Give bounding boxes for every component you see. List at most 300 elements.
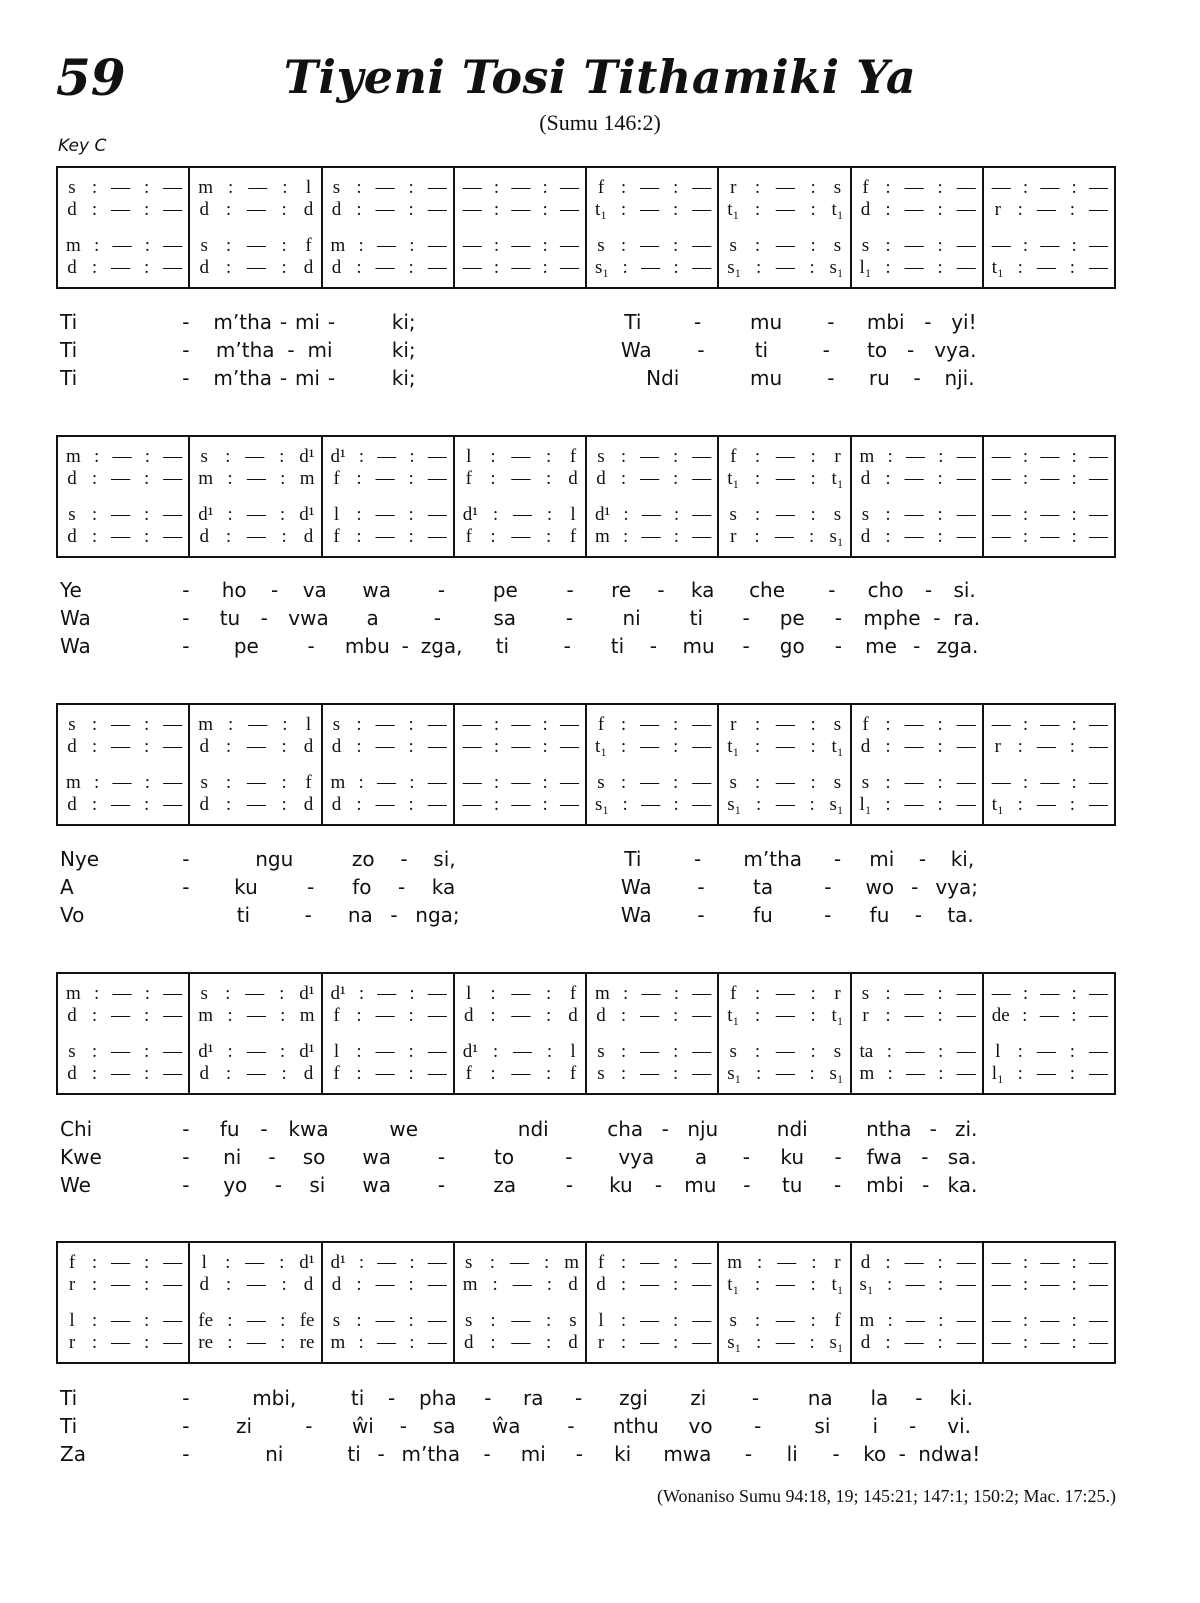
note-line: t₁ : — : t₁ [727,199,844,220]
note-line: ta : — : — [859,1041,976,1062]
note-line: s : — : — [861,772,976,793]
note-line: l : — : f [466,446,577,467]
lyric-syllable: wa [362,1173,392,1197]
lyric-syllable: A [60,875,74,899]
measure [852,168,984,287]
measure [852,974,984,1093]
note-line: f : — : — [597,714,712,735]
note-line: m : — : — [330,1332,447,1353]
lyric-syllable: ndi [517,1117,549,1141]
note-line: s : — : m [465,1252,579,1273]
lyric-syllable: - [834,1173,842,1197]
lyric-syllable: wa [362,578,392,602]
lyric-syllable: - [824,903,832,927]
measure [323,437,455,556]
lyric-syllable: nju [687,1117,719,1141]
lyric-syllable: - [182,578,190,602]
lyric-syllable: - [268,1145,276,1169]
note-line: t₁ : — : t₁ [727,1274,844,1295]
lyric-syllable: fwa [866,1145,902,1169]
lyric-syllable: - [914,903,922,927]
lyric-syllable: ndwa! [918,1442,981,1466]
note-line: d : — : d [199,257,314,278]
lyric-syllable: - [182,634,190,658]
note-line: — : — : — [991,1274,1108,1295]
measure [190,705,322,824]
note-line: d : — : — [67,1063,183,1084]
verse-line [56,634,1116,662]
note-line: — : — : — [991,446,1108,467]
lyric-syllable: cha [607,1117,644,1141]
note-line: — : — : — [991,1310,1108,1331]
lyric-syllable: - [327,310,336,334]
measure [719,974,851,1093]
lyric-syllable: ti [754,338,769,362]
lyric-syllable: mbu [344,634,390,658]
lyric-syllable: sa [493,606,517,630]
measure [190,168,322,287]
lyric-syllable: ki. [949,1386,973,1410]
measure [455,1243,587,1362]
note-line: m : — : d [462,1274,578,1295]
note-line: s₁ : — : — [595,257,712,278]
verse-line [56,1145,1116,1173]
note-line: — : — : — [991,504,1108,525]
note-line: f : — : — [862,177,976,198]
lyric-syllable: kwa [288,1117,329,1141]
measure [455,705,587,824]
verse-line [56,1173,1116,1201]
lyric-syllable: - [565,1173,574,1197]
lyric-syllable: - [433,606,441,630]
lyric-syllable: - [834,1145,842,1169]
note-line: s : — : — [861,235,976,256]
lyric-syllable: za [493,1173,517,1197]
note-line: l : — : — [995,1041,1108,1062]
lyric-syllable: ku [609,1173,633,1197]
lyric-syllable: tu [781,1173,803,1197]
measure [190,974,322,1093]
lyric-syllable: ti [347,1442,361,1466]
note-line: t₁ : — : — [595,199,712,220]
lyric-syllable: cho [867,578,904,602]
note-line: d¹ : — : — [330,446,447,467]
lyric-syllable: la [870,1386,889,1410]
lyric-syllable: - [260,1117,268,1141]
lyric-syllable: - [921,1145,929,1169]
note-line: r : — : s [730,714,842,735]
lyric-syllable: - [915,1386,923,1410]
lyric-syllable: - [742,606,750,630]
measure [58,974,190,1093]
note-line: de : — : — [991,1005,1108,1026]
lyric-syllable: zga. [936,634,979,658]
note-line: m : — : — [330,235,447,256]
note-line: d¹ : — : d¹ [198,1041,315,1062]
lyric-syllable: Ti [60,1414,78,1438]
lyric-syllable: - [742,634,750,658]
verse-line [56,903,1116,931]
note-line: f : — : — [597,177,712,198]
lyric-syllable: - [307,634,315,658]
note-line: d¹ : — : d¹ [198,504,315,525]
lyrics-block-4 [56,1117,1116,1207]
lyric-syllable: ni [265,1442,284,1466]
lyric-syllable: pha [418,1386,457,1410]
verse-line [56,1442,1116,1470]
lyric-syllable: - [377,1442,385,1466]
lyric-syllable: sa [432,1414,456,1438]
lyric-syllable: vo [688,1414,713,1438]
lyric-syllable: pe [779,606,805,630]
note-line: s₁ : — : s₁ [727,1063,844,1084]
note-line: s : — : — [861,983,976,1004]
note-line: r : — : — [597,1332,712,1353]
note-line: d : — : d [199,736,314,757]
lyric-syllable: - [657,578,665,602]
note-line: d : — : d [199,199,314,220]
note-line: f : — : r [730,983,841,1004]
lyric-syllable: - [822,338,830,362]
lyric-syllable: mi [520,1442,546,1466]
lyric-syllable: fu [219,1117,240,1141]
measure [323,1243,455,1362]
hymn-number: 59 [56,48,126,107]
measure [587,1243,719,1362]
lyric-syllable: na [807,1386,833,1410]
measure [852,705,984,824]
measure [323,168,455,287]
lyric-syllable: - [697,903,705,927]
note-line: — : — : — [462,199,579,220]
lyric-syllable: mu [682,634,715,658]
note-line: — : — : — [462,794,579,815]
lyric-syllable: - [827,366,835,390]
measure [852,437,984,556]
lyric-syllable: - [827,310,835,334]
note-line: m : — : — [859,1063,976,1084]
note-line: — : — : — [462,235,579,256]
note-line: s : — : f [729,1310,841,1331]
lyric-syllable: ko [863,1442,887,1466]
note-line: t₁ : — : t₁ [727,1005,844,1026]
lyric-syllable: - [828,578,836,602]
note-line: l : — : — [333,1041,447,1062]
lyric-syllable: - [182,1414,190,1438]
note-line: d¹ : — : l [462,1041,576,1062]
lyric-syllable: - [744,1442,753,1466]
measure [587,705,719,824]
notation-system-5 [56,1241,1116,1364]
note-line: m : — : l [198,714,312,735]
lyric-syllable: ŵi [351,1414,374,1438]
note-line: fe : — : fe [198,1310,315,1331]
note-line: d¹ : — : l [462,504,576,525]
lyric-syllable: mi [869,847,895,871]
lyric-syllable: vya; [935,875,978,899]
note-line: d : — : d [199,794,314,815]
lyric-syllable: a [366,606,379,630]
lyric-syllable: ngu [255,847,294,871]
note-line: m : — : — [66,983,183,1004]
lyric-syllable: - [654,1173,663,1197]
lyric-syllable: Ti [624,310,642,334]
lyric-syllable: - [279,310,288,334]
note-line: f : — : — [68,1252,183,1273]
measure [852,1243,984,1362]
lyric-syllable: m’tha [213,366,273,390]
lyric-syllable: - [742,1145,750,1169]
lyric-syllable: - [437,1173,446,1197]
note-line: s : — : — [332,714,447,735]
lyric-syllable: - [565,1145,573,1169]
measure [455,974,587,1093]
note-line: s : — : s [465,1310,577,1331]
lyric-syllable: yo [223,1173,248,1197]
note-line: f : — : — [333,1063,447,1084]
note-line: d : — : — [67,794,183,815]
note-line: r : — : — [994,736,1108,757]
lyric-syllable: sa. [947,1145,977,1169]
note-line: s₁ : — : s₁ [727,794,844,815]
lyric-syllable: pe [492,578,518,602]
note-line: l₁ : — : — [859,257,976,278]
note-line: d : — : — [331,736,447,757]
measure [984,974,1114,1093]
lyric-syllable: - [279,366,288,390]
measure [58,168,190,287]
note-line: s : — : — [332,1310,447,1331]
lyric-syllable: - [697,338,705,362]
note-line: d : — : — [67,199,183,220]
lyric-syllable: vya. [934,338,977,362]
note-line: s : — : s [729,1041,842,1062]
note-line: s : — : — [861,504,976,525]
note-line: s : — : d¹ [200,446,315,467]
lyric-syllable: - [398,875,406,899]
note-line: m : — : — [595,526,712,547]
lyric-syllable: Ye [60,578,82,602]
lyric-syllable: ho [221,578,247,602]
note-line: d : — : — [860,1252,976,1273]
note-line: f : — : — [333,1005,447,1026]
lyric-syllable: - [399,1414,407,1438]
lyric-syllable: - [182,1117,190,1141]
note-line: d¹ : — : — [330,983,447,1004]
measure [58,1243,190,1362]
lyric-syllable: - [751,1386,760,1410]
lyric-syllable: si [309,1173,326,1197]
hymn-title: Tiyeni Tosi Tithamiki Ya [283,50,917,104]
lyric-syllable: ku [234,875,258,899]
lyric-syllable: pe [233,634,259,658]
lyric-syllable: - [182,1173,190,1197]
note-line: d¹ : — : — [595,504,712,525]
lyric-syllable: - [649,634,657,658]
lyric-syllable: - [401,634,409,658]
measure [190,437,322,556]
verse-line [56,606,1116,634]
lyric-syllable: Ti [60,366,78,390]
lyric-syllable: - [182,310,190,334]
note-line: s : — : d¹ [200,983,315,1004]
lyric-syllable: - [437,1145,446,1169]
lyric-syllable: - [824,875,832,899]
note-line: — : — : — [991,526,1108,547]
lyric-syllable: vi. [947,1414,971,1438]
lyric-syllable: m’tha [213,310,273,334]
lyric-syllable: mi [307,338,333,362]
lyric-syllable: - [304,903,312,927]
lyric-syllable: mu [750,310,783,334]
note-line: d : — : — [860,736,976,757]
lyric-syllable: me [865,634,897,658]
lyric-syllable: Nye [60,847,100,871]
note-line: d : — : d [464,1005,578,1026]
lyric-syllable: fo [352,875,372,899]
lyric-syllable: Ti [60,338,78,362]
lyric-syllable: - [743,1173,751,1197]
note-line: d¹ : — : — [330,1252,447,1273]
lyric-syllable: - [913,366,921,390]
lyric-syllable: re [611,578,632,602]
lyric-syllable: m’tha [401,1442,461,1466]
lyric-syllable: mi [294,366,320,390]
note-line: r : — : — [994,199,1108,220]
note-line: f : — : r [730,446,841,467]
lyric-syllable: m’tha [215,338,275,362]
note-line: s : — : — [597,235,712,256]
lyric-syllable: ta [753,875,774,899]
lyric-syllable: mi [294,310,320,334]
verse-line [56,847,1116,875]
note-line: t₁ : — : — [991,794,1108,815]
lyric-syllable: - [390,903,398,927]
measure [719,168,851,287]
note-line: s : — : — [68,504,183,525]
lyric-syllable: wo [865,875,895,899]
lyric-syllable: - [182,366,190,390]
note-line: d : — : — [67,526,183,547]
note-line: — : — : — [991,1332,1108,1353]
lyric-syllable: si [814,1414,831,1438]
measure [190,1243,322,1362]
lyric-syllable: vya [618,1145,655,1169]
note-line: s : — : — [597,1063,712,1084]
lyric-syllable: ka. [947,1173,978,1197]
lyric-syllable: - [834,634,842,658]
note-line: d : — : — [331,794,447,815]
lyric-syllable: ti [236,903,251,927]
lyric-syllable: ki [614,1442,632,1466]
note-line: s₁ : — : s₁ [727,1332,844,1353]
lyric-syllable: - [307,875,315,899]
note-line: s : — : — [597,772,712,793]
measure [455,437,587,556]
lyric-syllable: - [661,1117,669,1141]
lyric-syllable: nga; [415,903,460,927]
lyric-syllable: - [575,1442,583,1466]
verse-line [56,1386,1116,1414]
note-line: d : — : — [67,468,183,489]
note-line: d : — : — [67,736,183,757]
lyric-syllable: wa [362,1145,392,1169]
lyric-syllable: - [907,338,915,362]
verse-line [56,578,1116,606]
lyric-syllable: i [872,1414,879,1438]
measure [719,705,851,824]
note-line: s : — : s [729,772,842,793]
lyric-syllable: - [933,606,941,630]
note-line: f : — : d [465,468,578,489]
note-line: f : — : — [333,468,447,489]
note-line: t₁ : — : t₁ [727,468,844,489]
lyric-syllable: - [565,606,574,630]
lyric-syllable: ti [610,634,625,658]
note-line: — : — : — [991,1252,1108,1273]
notation-system-1 [56,166,1116,289]
note-line: d : — : — [596,1005,712,1026]
measure [587,974,719,1093]
lyric-syllable: - [924,578,933,602]
lyric-syllable: - [182,875,190,899]
note-line: s : — : s [729,235,842,256]
note-line: r : — : — [68,1274,183,1295]
note-line: f : — : f [465,1063,577,1084]
lyric-syllable: Chi [60,1117,93,1141]
lyric-syllable: li [786,1442,798,1466]
lyric-syllable: - [182,606,190,630]
lyric-syllable: - [833,847,842,871]
lyric-syllable: ki; [391,310,416,334]
note-line: l : — : — [598,1310,712,1331]
lyric-syllable: ka [431,875,456,899]
verse-line [56,366,1116,394]
lyric-syllable: Wa [620,338,652,362]
lyric-syllable: so [302,1145,326,1169]
lyric-syllable: yi! [951,310,977,334]
note-line: d : — : — [331,1274,447,1295]
lyric-syllable: ntha [866,1117,912,1141]
lyric-syllable: ndi [776,1117,808,1141]
lyrics-block-5 [56,1386,1116,1476]
note-line: s : — : — [332,177,447,198]
note-line: d : — : d [199,1063,314,1084]
lyric-syllable: nji. [944,366,975,390]
lyric-syllable: mu [684,1173,717,1197]
measure [587,168,719,287]
note-line: — : — : — [991,983,1108,1004]
note-line: d : — : d [464,1332,578,1353]
lyric-syllable: - [913,634,921,658]
verse-line [56,875,1116,903]
notation-system-3 [56,703,1116,826]
lyric-syllable: ta. [947,903,974,927]
lyric-syllable: fu [753,903,773,927]
lyric-syllable: Ndi [646,366,680,390]
lyric-syllable: ku [780,1145,805,1169]
note-line: l₁ : — : — [859,794,976,815]
lyric-syllable: Ti [60,1386,78,1410]
lyric-syllable: - [832,1442,840,1466]
measure [58,437,190,556]
lyric-syllable: We [60,1173,91,1197]
lyric-syllable: ki, [950,847,975,871]
measure [455,168,587,287]
note-line: f : — : — [597,1252,712,1273]
measure [984,168,1114,287]
lyric-syllable: - [918,847,927,871]
